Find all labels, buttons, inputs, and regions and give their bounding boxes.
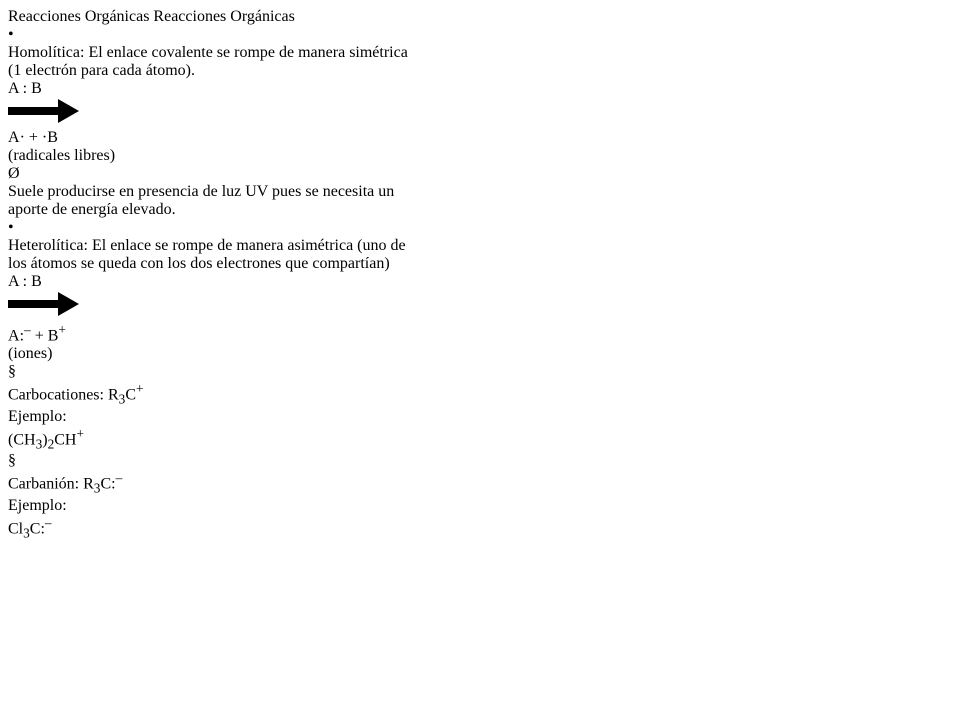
homolitica-term: Homolítica: <box>8 44 85 61</box>
homolitica-equation-note: (radicales libres) <box>8 147 116 164</box>
homolitica-line-1 <box>8 44 952 62</box>
carbocation-example-formula: $(CH_3)_2CH^+$ <box>8 425 84 452</box>
slide <box>8 8 952 541</box>
carbocation-example-link[interactable]: Ejemplo: <box>8 407 67 425</box>
heterolitica-term: Heterolítica: <box>8 237 88 254</box>
title-text: Reacciones Orgánicas <box>153 8 295 25</box>
heterolitica-text-1: El enlace se rompe de manera asimétrica (uno de <box>87 237 406 254</box>
carbanion-example-link[interactable]: Ejemplo: <box>8 496 67 514</box>
title-shadow: Reacciones Orgánicas <box>8 8 150 25</box>
heterolitica-line-2: los átomos se queda con los dos electrones que compartían) <box>8 255 390 272</box>
carbanion-bullet: § <box>8 452 16 470</box>
reaction-arrow-icon <box>8 291 80 317</box>
homolitica-bullet: • <box>8 26 14 43</box>
heterolitica-bullet: • <box>8 219 14 236</box>
heterolitica-line-1 <box>8 237 952 255</box>
homolitica-line-2: (1 electrón para cada átomo). <box>8 62 196 79</box>
homolitica-sub-line-1: Suele producirse en presencia de luz UV pues se necesita un <box>8 183 395 200</box>
heterolitica-equation-note: (iones) <box>8 345 53 363</box>
reaction-arrow-icon <box>8 98 80 124</box>
carbocation-formula: Carbocationes: $R_3C^+$ <box>8 381 144 407</box>
carbanion-formula: Carbanión: $R_3C:^-$ <box>8 470 123 496</box>
homolitica-sub-line-2: aporte de energía elevado. <box>8 201 176 218</box>
carbocation-bullet: § <box>8 363 16 381</box>
slide-title <box>8 8 952 26</box>
carbanion-example-formula: $Cl_3C:^-$ <box>8 514 52 541</box>
homolitica-equation-products: A· + ·B <box>8 129 58 146</box>
heterolitica-equation-left: A : B <box>8 273 42 290</box>
homolitica-sub-bullet: Ø <box>8 165 20 182</box>
homolitica-equation-left: A : B <box>8 80 42 97</box>
homolitica-text-1: El enlace covalente se rompe de manera simétrica <box>84 44 408 61</box>
heterolitica-equation-products: A:– + B+ <box>8 322 66 345</box>
